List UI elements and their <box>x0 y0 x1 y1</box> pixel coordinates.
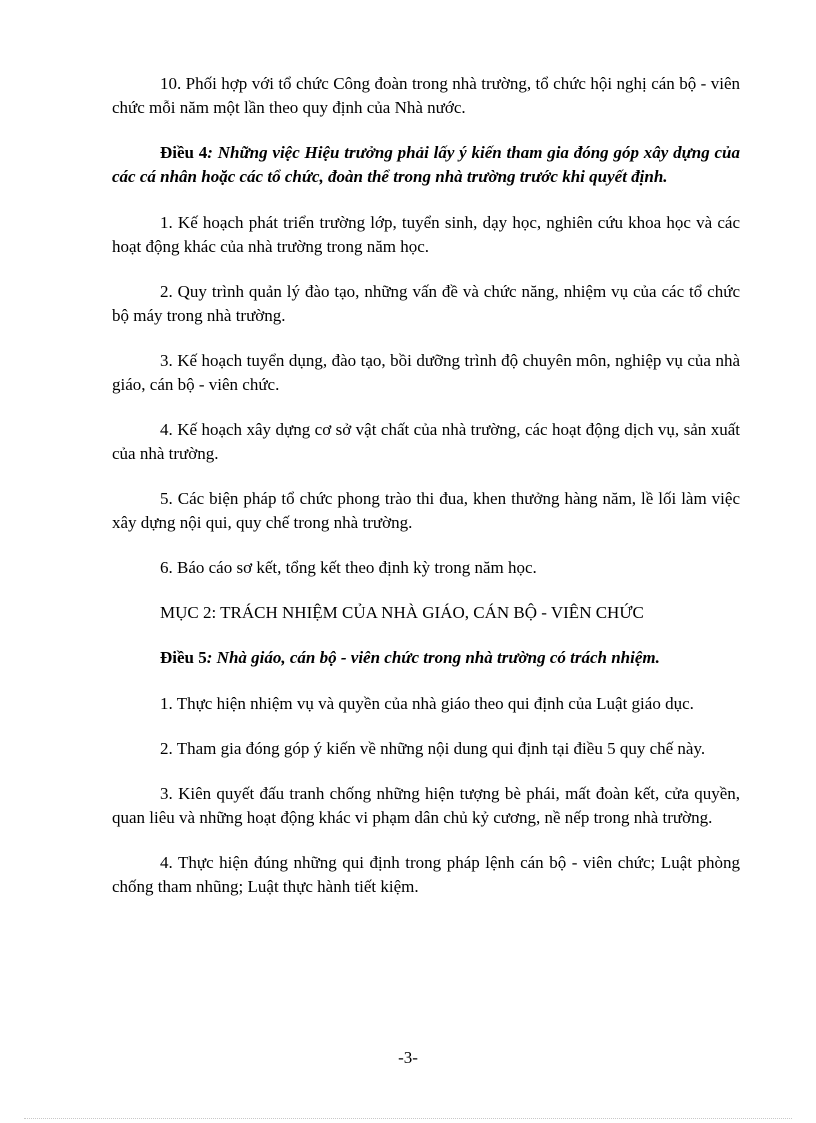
paragraph-item-10: 10. Phối hợp với tổ chức Công đoàn trong nhà trường, tổ chức hội nghị cán bộ - viên chức mỗi năm một lần theo quy định của Nhà nước. <box>112 74 740 117</box>
document-page <box>112 72 740 920</box>
article-5-item-2: 2. Tham gia đóng góp ý kiến về những nội dung qui định tại điều 5 quy chế này. <box>160 739 706 758</box>
article-5-title: : Nhà giáo, cán bộ - viên chức trong nhà trường có trách nhiệm. <box>206 648 660 667</box>
article-4-item-4: 4. Kế hoạch xây dựng cơ sở vật chất của nhà trường, các hoạt động dịch vụ, sản xuất của nhà trường. <box>112 420 740 463</box>
article-4-heading <box>112 141 740 189</box>
article-4-item-1: 1. Kế hoạch phát triển trường lớp, tuyển sinh, dạy học, nghiên cứu khoa học và các hoạt động khác của nhà trường trong năm học. <box>112 213 740 256</box>
article-5-label: Điều 5 <box>160 648 207 667</box>
article-4-item-5: 5. Các biện pháp tổ chức phong trào thi đua, khen thưởng hàng năm, lề lối làm việc xây dựng nội qui, quy chế trong nhà trường. <box>112 489 740 532</box>
article-4-label: Điều 4 <box>160 143 208 162</box>
section-2-title: MỤC 2: TRÁCH NHIỆM CỦA NHÀ GIÁO, CÁN BỘ - VIÊN CHỨC <box>160 603 644 622</box>
article-5-item-4: 4. Thực hiện đúng những qui định trong pháp lệnh cán bộ - viên chức; Luật phòng chống tham nhũng; Luật thực hành tiết kiệm. <box>112 853 740 896</box>
page-number: -3- <box>398 1048 418 1067</box>
article-5-item-3: 3. Kiên quyết đấu tranh chống những hiện tượng bè phái, mất đoàn kết, cửa quyền, quan liêu và những hoạt động khác vi phạm dân chủ kỷ cương, nề nếp trong nhà trường. <box>112 784 740 827</box>
article-4-item-2: 2. Quy trình quản lý đào tạo, những vấn đề và chức năng, nhiệm vụ của các tổ chức bộ máy trong nhà trường. <box>112 282 740 325</box>
article-4-title: : Những việc Hiệu trưởng phải lấy ý kiến tham gia đóng góp xây dựng của các cá nhân hoặc các tổ chức, đoàn thể trong nhà trường trước khi quyết định. <box>112 143 741 186</box>
page-bottom-divider <box>24 1118 792 1119</box>
article-5-item-1: 1. Thực hiện nhiệm vụ và quyền của nhà giáo theo qui định của Luật giáo dục. <box>160 694 694 713</box>
article-4-item-6: 6. Báo cáo sơ kết, tổng kết theo định kỳ trong năm học. <box>160 558 537 577</box>
article-4-item-3: 3. Kế hoạch tuyển dụng, đào tạo, bồi dưỡng trình độ chuyên môn, nghiệp vụ của nhà giáo, cán bộ - viên chức. <box>112 351 740 394</box>
article-5-heading <box>112 646 740 670</box>
